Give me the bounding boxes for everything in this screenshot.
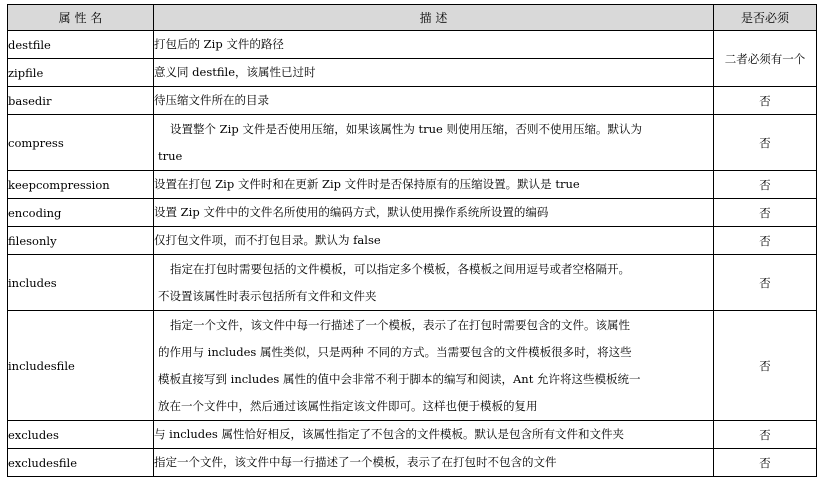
table-row [8, 449, 817, 477]
required-value: 否 [714, 171, 817, 199]
required-value: 否 [714, 115, 817, 171]
table-row [8, 115, 817, 171]
header-attribute-name: 属 性 名 [8, 5, 154, 31]
description-line: 指定一个文件，该文件中每一行描述了一个模板，表示了在打包时需要包含的文件。该属性 [170, 317, 630, 332]
required-value: 否 [714, 87, 817, 115]
description-line: 仅打包文件项，而不打包目录。默认为 false [154, 233, 381, 247]
description-line: 放在一个文件中，然后通过该属性指定该文件即可。这样也便于模板的复用 [158, 398, 538, 413]
description-line: 模板直接写到 includes 属性的值中会非常不利于脚本的编写和阅读，Ant 允许将这些模板统一 [158, 371, 641, 386]
table-row [8, 59, 817, 87]
attribute-description [154, 421, 714, 449]
description-line: 设置 Zip 文件中的文件名所使用的编码方式，默认使用操作系统所设置的编码 [154, 205, 549, 219]
header-description: 描 述 [154, 5, 714, 31]
required-value: 否 [714, 227, 817, 255]
description-line: 指定一个文件，该文件中每一行描述了一个模板，表示了在打包时不包含的文件 [154, 455, 557, 469]
attribute-name: filesonly [8, 227, 154, 255]
attribute-name: compress [8, 115, 154, 171]
attribute-name: excludesfile [8, 449, 154, 477]
header-required: 是否必须 [714, 5, 817, 31]
table-row [8, 171, 817, 199]
description-line: 意义同 destfile，该属性已过时 [154, 65, 316, 79]
table-row [8, 421, 817, 449]
description-line: true [158, 148, 183, 163]
attribute-description [154, 115, 714, 171]
table-row [8, 31, 817, 59]
attribute-name: encoding [8, 199, 154, 227]
attribute-name: keepcompression [8, 171, 154, 199]
required-value: 否 [714, 255, 817, 311]
attribute-description [154, 171, 714, 199]
attributes-table [7, 4, 817, 477]
description-line: 设置在打包 Zip 文件时和在更新 Zip 文件时是否保持原有的压缩设置。默认是 true [154, 177, 580, 191]
attribute-name: basedir [8, 87, 154, 115]
attribute-description [154, 227, 714, 255]
required-value: 否 [714, 449, 817, 477]
table-row [8, 87, 817, 115]
attribute-description [154, 199, 714, 227]
description-line: 不设置该属性时表示包括所有文件和文件夹 [158, 288, 377, 303]
attribute-name: excludes [8, 421, 154, 449]
required-value: 否 [714, 311, 817, 421]
table-row [8, 311, 817, 421]
required-value: 二者必须有一个 [714, 31, 817, 87]
table-row [8, 255, 817, 311]
description-line: 指定在打包时需要包括的文件模板，可以指定多个模板，各模板之间用逗号或者空格隔开。 [170, 261, 630, 276]
required-value: 否 [714, 421, 817, 449]
attribute-description [154, 255, 714, 311]
description-line: 的作用与 includes 属性类似，只是两种 不同的方式。当需要包含的文件模板很多时，将这些 [158, 344, 632, 359]
description-line: 与 includes 属性恰好相反，该属性指定了不包含的文件模板。默认是包含所有文件和文件夹 [154, 427, 624, 441]
description-line: 设置整个 Zip 文件是否使用压缩，如果该属性为 true 则使用压缩，否则不使用压缩。默认为 [170, 121, 642, 136]
required-value: 否 [714, 199, 817, 227]
attribute-description [154, 311, 714, 421]
description-line: 待压缩文件所在的目录 [154, 93, 269, 107]
attribute-description [154, 449, 714, 477]
table-row [8, 199, 817, 227]
attribute-name: includesfile [8, 311, 154, 421]
attribute-description [154, 31, 714, 59]
attribute-name: zipfile [8, 59, 154, 87]
attribute-description [154, 59, 714, 87]
attribute-name: destfile [8, 31, 154, 59]
header-row [8, 5, 817, 31]
description-line: 打包后的 Zip 文件的路径 [154, 37, 284, 51]
attribute-description [154, 87, 714, 115]
table-row [8, 227, 817, 255]
attribute-name: includes [8, 255, 154, 311]
